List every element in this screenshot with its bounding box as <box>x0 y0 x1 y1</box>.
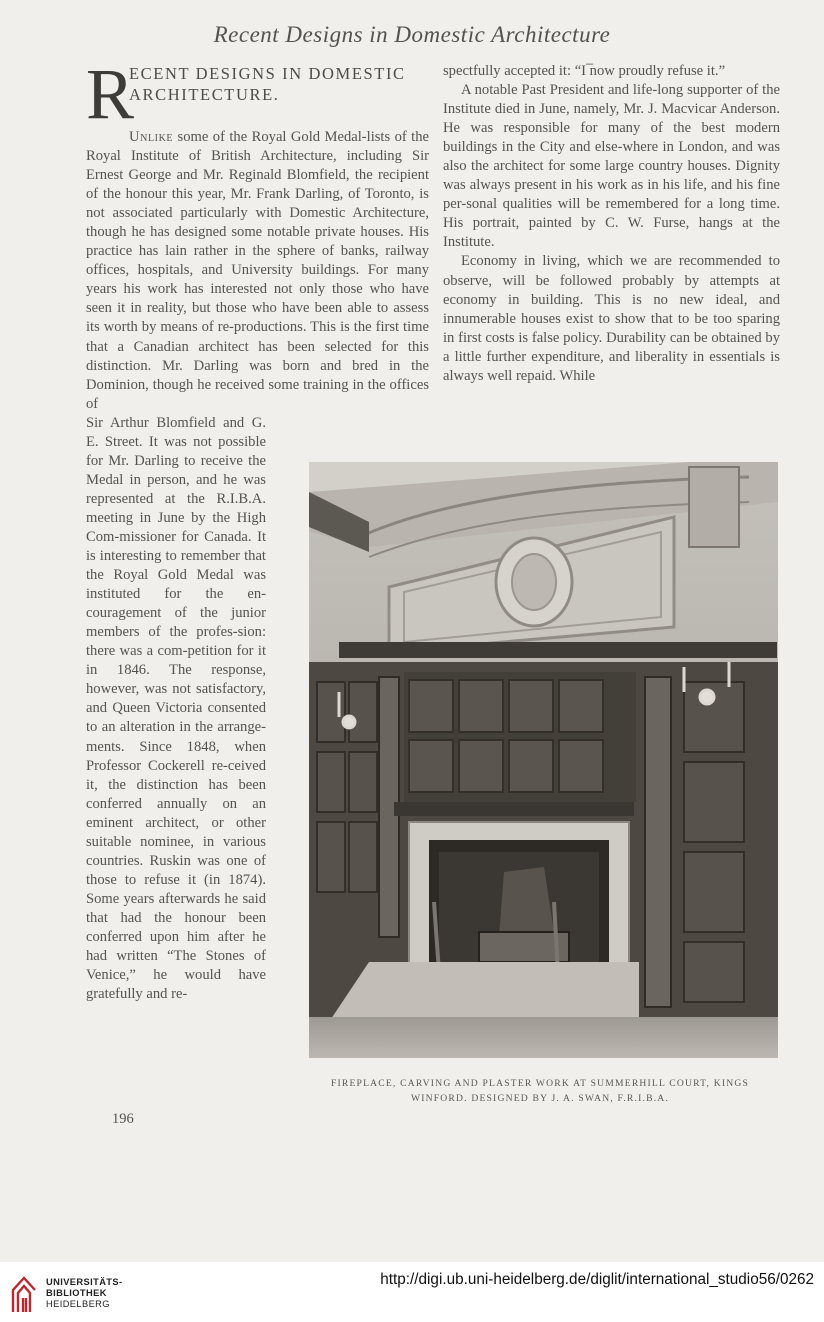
running-head: Recent Designs in Domestic Architecture <box>213 22 611 47</box>
figure-caption <box>300 1076 780 1106</box>
page-number: 196 <box>112 1111 134 1127</box>
library-line-2: BIBLIOTHEK <box>46 1288 107 1298</box>
paragraph-1 <box>86 128 429 414</box>
library-name <box>46 1277 122 1310</box>
title-line-1: ECENT DESIGNS IN DOMESTIC <box>129 64 406 83</box>
source-url-link[interactable]: http://digi.ub.uni-heidelberg.de/diglit/international_studio56/0262 <box>380 1271 814 1288</box>
digitization-footer <box>0 1262 824 1322</box>
library-line-1: UNIVERSITÄTS- <box>46 1277 123 1287</box>
article-title <box>86 54 429 134</box>
narrow-column-beside-figure <box>86 414 266 1004</box>
library-line-3: HEIDELBERG <box>46 1299 110 1309</box>
drop-cap: R <box>86 54 135 134</box>
smallcaps-opening: Unlike <box>129 129 174 145</box>
title-line-2: ARCHITECTURE. <box>129 85 280 104</box>
paragraph-2: A notable Past President and life-long supporter of the Institute died in June, namely, Mr. J. Macvicar Anderson. He was responsible for many of the best modern buildings in the City and else-where in London, and was also the architect for some large country houses. Dignity was always present in his work as in his life, and his fine per-sonal qualities will be remembered for a long time. His portrait, painted by C. W. Furse, hangs at the Institute. <box>443 82 780 251</box>
caption-line-1: FIREPLACE, CARVING AND PLASTER WORK AT SUMMERHILL COURT, KINGS <box>330 1078 750 1089</box>
library-logo-icon <box>9 1272 39 1314</box>
paragraph-1-narrow: Sir Arthur Blomfield and G. E. Street. It was not possible for Mr. Darling to receive the Medal in person, and he was represented at the R.I.B.A. meeting in June by the High Com-missioner for Canada. It is interesting to remember that the Royal Gold Medal was instituted for the en-couragement of the junior members of the profes-sion: there was a com-petition for it in 1846. The response, however, was not satisfactory, and Queen Victoria consented to an alteration in the arrange-ments. Since 1848, when Professor Cockerell re-ceived it, the distinction has been conferred annually on an eminent architect, or other suitable nominee, in various countries. Ruskin was one of those to refuse it (in 1874). Some years afterwards he said that had the honour been conferred upon him after he had written “The Stones of Venice,” he would have gratefully and re- <box>86 414 266 1003</box>
paragraph-3: Economy in living, which we are recommended to observe, will be followed probably by attempts at economy in building. This is no new ideal, and innumerable houses exist to show that to be too sparing in first costs is false policy. Durability can be obtained by a little further expenditure, and liberality in essentials is always well repaid. While <box>443 253 780 384</box>
right-column <box>443 62 780 386</box>
fireplace-illustration <box>309 462 778 1058</box>
paragraph-1-text: some of the Royal Gold Medal-lists of the Royal Institute of British Architecture, including Sir Ernest George and Mr. Reginald Blomfield, the recipient of the honour this year, Mr. Frank Darling, of Toronto, is not associated particularly with Domestic Architecture, though he has designed some notable private houses. His practice has lain rather in the sphere of banks, railway offices, hospitals, and University buildings. For many years his work has interested not only those who have seen it in reality, but those who have been able to assess its worth by means of re-productions. This is the first time that a Canadian architect has been selected for this distinction. Mr. Darling was born and bred in the Dominion, though he received some training in the offices of <box>86 129 429 412</box>
caption-line-2: WINFORD. DESIGNED BY J. A. SWAN, F.R.I.B.A. <box>410 1093 670 1104</box>
paragraph-1-continued: spectfully accepted it: “I ̅now proudly refuse it.” <box>443 63 726 79</box>
fireplace-photograph <box>309 462 778 1058</box>
